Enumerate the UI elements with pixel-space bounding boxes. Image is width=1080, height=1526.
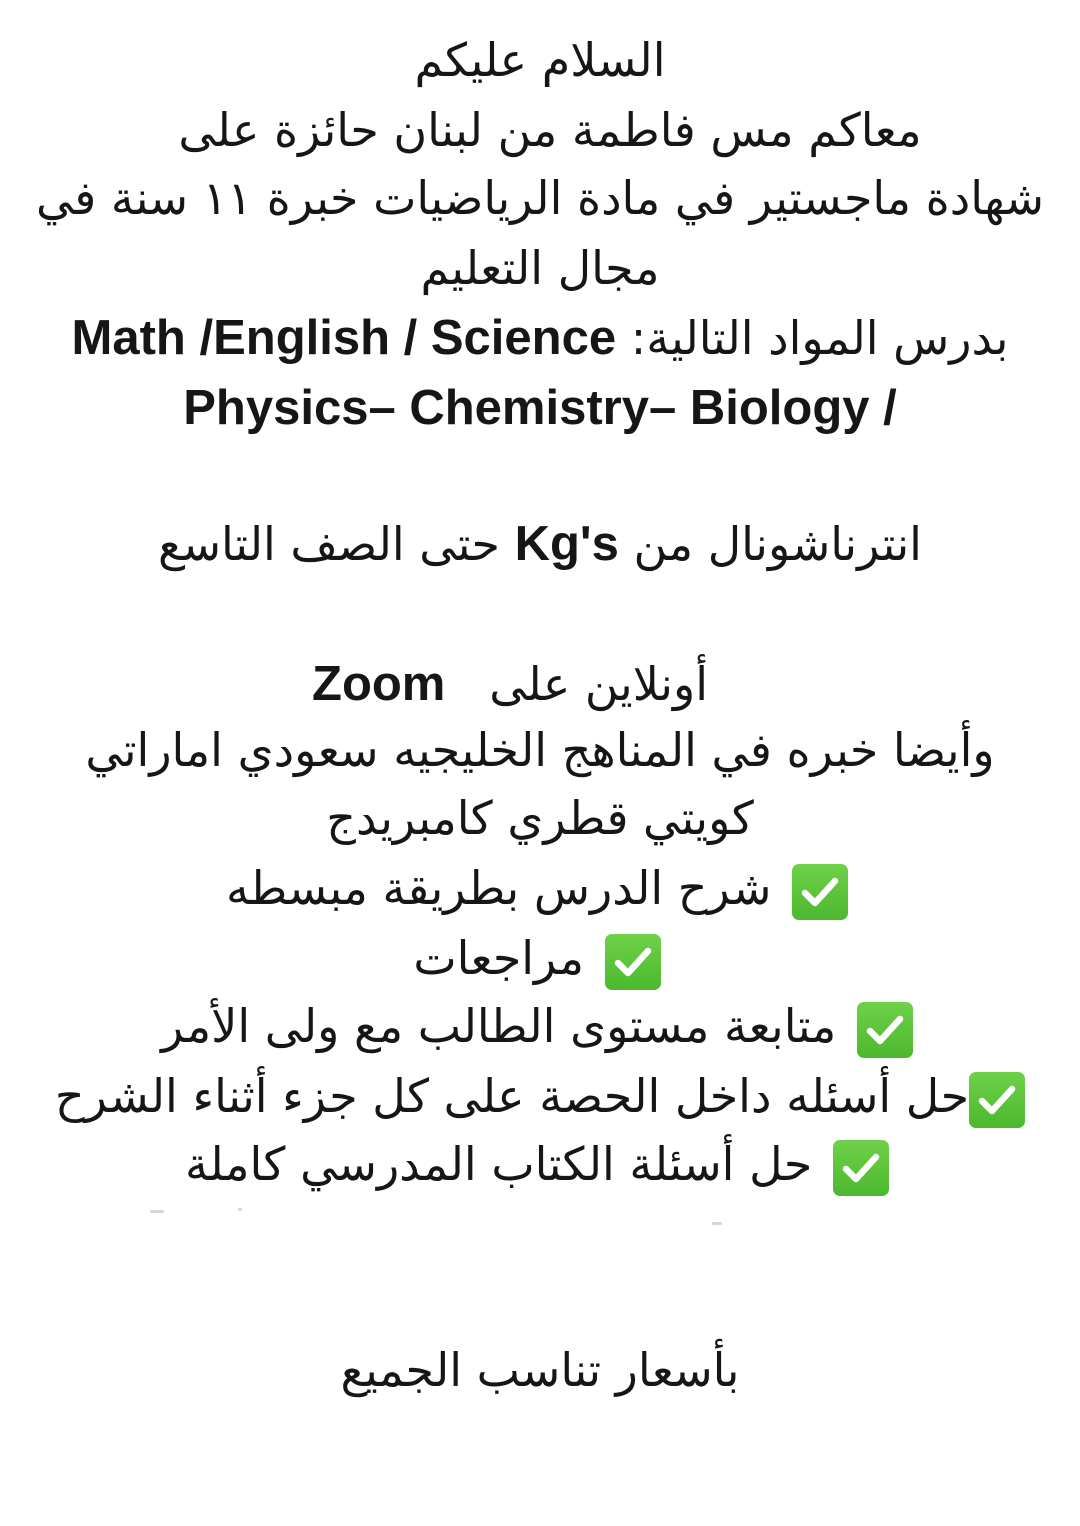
check-mark-button-icon <box>833 1140 889 1196</box>
feature-item <box>0 856 1080 920</box>
check-mark-button-icon <box>857 1002 913 1058</box>
pricing-line: بأسعار تناسب الجميع <box>340 1343 740 1397</box>
feature-text: حل أسئله داخل الحصة على كل جزء أثناء الشرح <box>54 1069 970 1123</box>
scan-speck <box>238 1208 242 1211</box>
check-mark-button-icon <box>605 934 661 990</box>
feature-text: متابعة مستوى الطالب مع ولى الأمر <box>161 999 837 1053</box>
feature-item <box>0 994 1080 1058</box>
subjects-lead: بدرس المواد التالية: <box>630 311 1009 365</box>
greeting-line: السلام عليكم <box>414 33 666 87</box>
online-platform: Zoom <box>312 657 446 711</box>
intro-line-1: معاكم مس فاطمة من لبنان حائزة على <box>178 103 922 157</box>
feature-text: شرح الدرس بطريقة مبسطه <box>225 861 772 915</box>
subjects-list-2: Physics– Chemistry– Biology / <box>183 381 897 435</box>
scan-speck <box>150 1210 164 1213</box>
subjects-list-1: Math /English / Science <box>71 311 617 365</box>
feature-text: حل أسئلة الكتاب المدرسي كاملة <box>185 1137 813 1191</box>
gulf-line-1: وأيضا خبره في المناهج الخليجيه سعودي اماراتي <box>85 723 995 777</box>
intro-line-3: مجال التعليم <box>420 241 660 295</box>
subjects-line-2 <box>0 376 1080 440</box>
online-line <box>0 652 1080 716</box>
intro-line-2: شهادة ماجستير في مادة الرياضيات خبرة ١١ سنة في <box>35 171 1045 225</box>
levels-suffix: حتى الصف التاسع <box>158 517 500 571</box>
scan-speck <box>712 1222 722 1225</box>
check-mark-button-icon <box>969 1072 1025 1128</box>
feature-item <box>0 926 1080 990</box>
online-label: أونلاين على <box>489 657 708 711</box>
feature-item <box>0 1064 1080 1128</box>
feature-item <box>0 1132 1080 1196</box>
levels-prefix: انترناشونال من <box>633 517 922 571</box>
feature-text: مراجعات <box>413 931 585 985</box>
check-mark-button-icon <box>792 864 848 920</box>
levels-kg: Kg's <box>514 517 619 571</box>
levels-line <box>0 512 1080 576</box>
subjects-line-1 <box>0 306 1080 370</box>
gulf-line-2: كويتي قطري كامبريدج <box>326 791 754 845</box>
